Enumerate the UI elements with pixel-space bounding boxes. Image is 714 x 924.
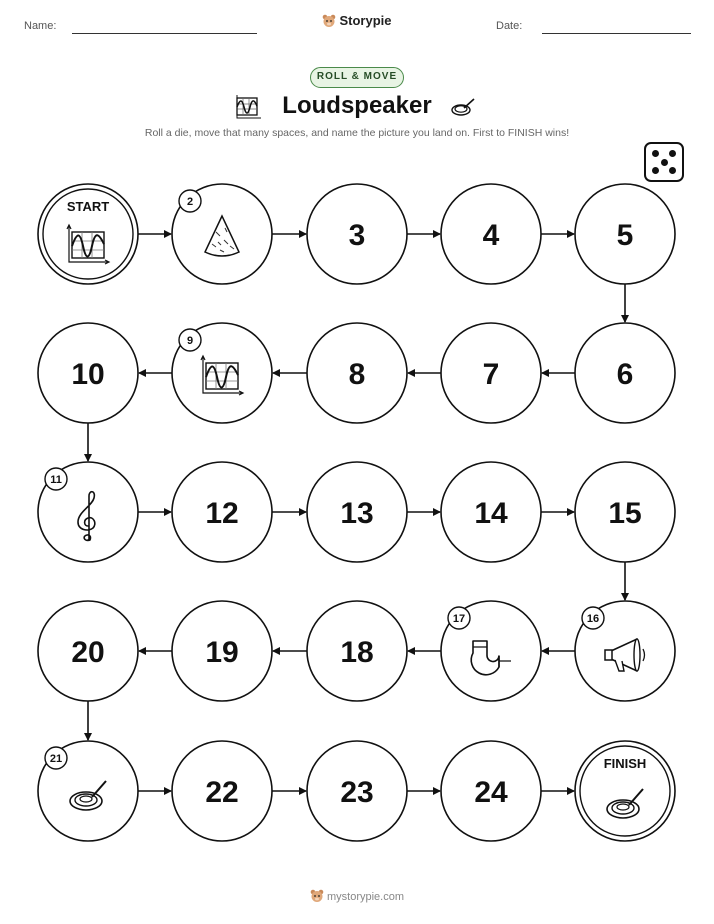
board-space-14[interactable] (441, 462, 541, 562)
board-space-20[interactable] (38, 601, 138, 701)
space-number: 9 (186, 335, 194, 347)
space-number: 8 (348, 358, 366, 391)
board-space-4[interactable] (441, 184, 541, 284)
board-space-16[interactable] (575, 601, 675, 701)
board-space-18[interactable] (307, 601, 407, 701)
page-title: Loudspeaker (282, 92, 432, 119)
space-number: 14 (474, 497, 508, 530)
space-number: 12 (205, 497, 239, 530)
bear-icon (310, 889, 324, 903)
finish-space[interactable] (575, 741, 675, 841)
space-number: 4 (482, 219, 500, 252)
start-space[interactable] (38, 184, 138, 284)
board-space-13[interactable] (307, 462, 407, 562)
space-number: 17 (452, 613, 466, 625)
space-number: 2 (186, 196, 194, 208)
space-number: 18 (340, 636, 374, 669)
space-number: 19 (205, 636, 239, 669)
space-number: 21 (49, 753, 63, 765)
board-space-19[interactable] (172, 601, 272, 701)
space-number: 15 (608, 497, 642, 530)
footer-url: mystorypie.com (326, 891, 405, 903)
board-space-21[interactable] (38, 741, 138, 841)
board-space-15[interactable] (575, 462, 675, 562)
board-space-6[interactable] (575, 323, 675, 423)
board-space-9[interactable] (172, 323, 272, 423)
space-number: 7 (482, 358, 500, 391)
board-space-2[interactable] (172, 184, 272, 284)
space-label: FINISH (603, 756, 647, 771)
space-label: START (66, 199, 110, 214)
board-space-11[interactable] (38, 462, 138, 562)
board-space-12[interactable] (172, 462, 272, 562)
space-number: 24 (474, 776, 508, 809)
board-space-22[interactable] (172, 741, 272, 841)
space-number: 3 (348, 219, 366, 252)
board-space-5[interactable] (575, 184, 675, 284)
brand-name: Storypie (339, 13, 392, 28)
board-space-8[interactable] (307, 323, 407, 423)
board-space-10[interactable] (38, 323, 138, 423)
space-number: 13 (340, 497, 374, 530)
board-space-24[interactable] (441, 741, 541, 841)
name-label: Name: (24, 20, 57, 32)
space-number: 6 (616, 358, 634, 391)
space-number: 16 (586, 613, 600, 625)
date-label: Date: (496, 20, 523, 32)
space-number: 10 (71, 358, 105, 391)
board-space-17[interactable] (441, 601, 541, 701)
space-number: 20 (71, 636, 105, 669)
space-number: 22 (205, 776, 239, 809)
board-space-23[interactable] (307, 741, 407, 841)
board-space-7[interactable] (441, 323, 541, 423)
game-type-badge: ROLL & MOVE (310, 67, 404, 88)
footer (0, 889, 714, 903)
instructions: Roll a die, move that many spaces, and name the picture you land on. First to FINISH wins! (144, 127, 570, 139)
board-space-3[interactable] (307, 184, 407, 284)
space-number: 23 (340, 776, 374, 809)
space-number: 11 (50, 474, 62, 486)
space-number: 5 (616, 219, 634, 252)
